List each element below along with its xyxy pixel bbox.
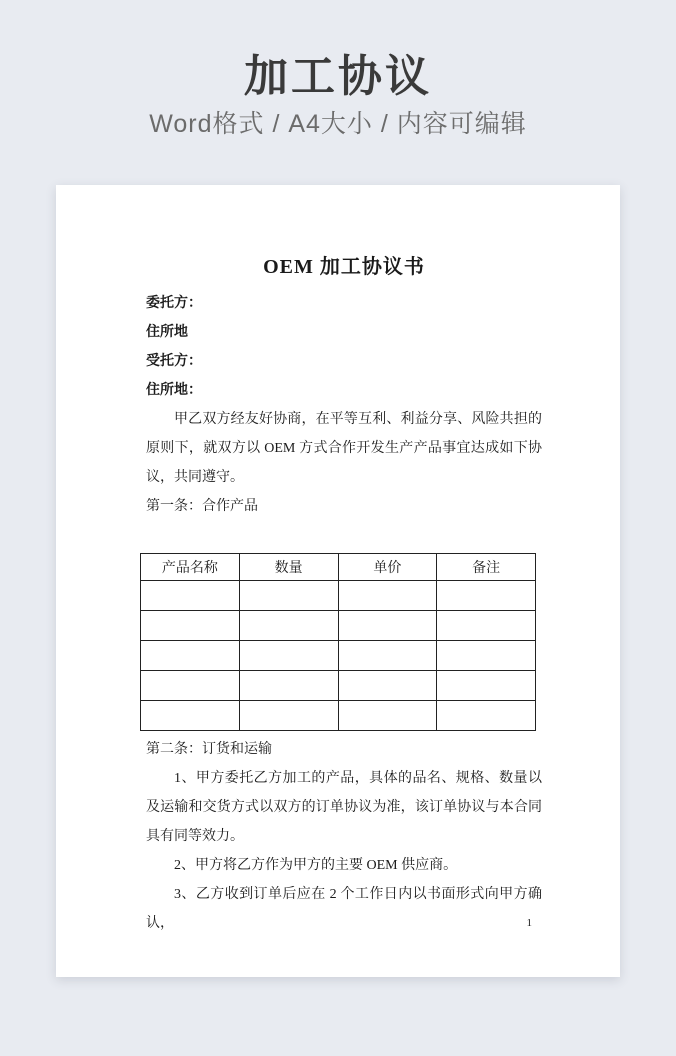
section1-heading: 第一条：合作产品: [146, 499, 258, 514]
table-cell: [141, 671, 240, 701]
table-cell: [437, 701, 536, 731]
table-cell: [141, 701, 240, 731]
document-page-preview: [56, 185, 620, 977]
table-header-remarks: 备注: [437, 554, 536, 581]
table-cell: [141, 581, 240, 611]
table-cell: [338, 581, 437, 611]
table-cell: [338, 701, 437, 731]
intro-paragraph: 甲乙双方经友好协商，在平等互利、利益分享、风险共担的原则下，就双方以 OEM 方式合作开发生产产品事宜达成如下协议，共同遵守。: [146, 412, 542, 485]
table-cell: [338, 641, 437, 671]
document-title: OEM 加工协议书: [263, 256, 425, 278]
table-row: [141, 701, 536, 731]
table-cell: [437, 671, 536, 701]
table-cell: [141, 611, 240, 641]
section2-heading: 第二条：订货和运输: [146, 742, 272, 757]
product-table: [140, 553, 536, 731]
table-cell: [239, 671, 338, 701]
clause-3: 3、乙方收到订单后应在 2 个工作日内以书面形式向甲方确认，: [146, 887, 542, 931]
table-row: [141, 641, 536, 671]
clause-2: 2、甲方将乙方作为甲方的主要 OEM 供应商。: [174, 858, 458, 873]
banner-title: 加工协议: [244, 52, 432, 101]
table-cell: [239, 611, 338, 641]
table-body: [141, 581, 536, 731]
banner: [0, 0, 676, 140]
table-cell: [437, 611, 536, 641]
page-number: 1: [526, 917, 532, 929]
table-header-unit-price: 单价: [338, 554, 437, 581]
table-cell: [338, 611, 437, 641]
field-consignor: 委托方：: [146, 296, 202, 311]
field-consignee-address: 住所地：: [146, 383, 202, 398]
table-header-quantity: 数量: [239, 554, 338, 581]
clause-1: 1、甲方委托乙方加工的产品，具体的品名、规格、数量以及运输和交货方式以双方的订单协议为准，该订单协议与本合同具有同等效力。: [146, 771, 542, 844]
table-cell: [239, 641, 338, 671]
table-row: [141, 581, 536, 611]
table-cell: [239, 701, 338, 731]
banner-subtitle: Word格式 / A4大小 / 内容可编辑: [149, 110, 527, 138]
table-header-product-name: 产品名称: [141, 554, 240, 581]
field-consignor-address: 住所地: [146, 325, 188, 340]
party-fields: [146, 289, 542, 405]
table-cell: [141, 641, 240, 671]
table-cell: [437, 581, 536, 611]
table-cell: [239, 581, 338, 611]
field-consignee: 受托方：: [146, 354, 202, 369]
table-header-row: [141, 554, 536, 581]
table-cell: [338, 671, 437, 701]
table-cell: [437, 641, 536, 671]
table-row: [141, 671, 536, 701]
table-row: [141, 611, 536, 641]
